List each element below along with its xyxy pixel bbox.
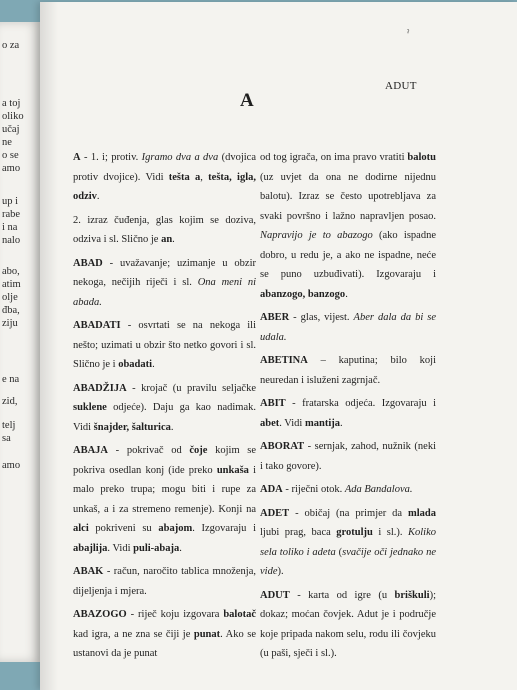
entry-text: ). [277,566,284,577]
facing-page-fragment: đba, [2,305,20,316]
entry-term: ABAK [73,566,104,577]
entry-term: abanzogo, banzogo [260,288,346,300]
entry-text: kojim se pokriva osedlan konj (ide preko [73,445,257,476]
entry-term: abajom [158,523,193,534]
entry-term: mlada [407,507,436,519]
entry-text: od tog igrača, on ima pravo vratiti [260,152,408,163]
facing-page-fragment: up i [2,196,19,207]
dictionary-entry [260,308,436,347]
entry-text: (ako ispadne dobro, u redu je, a ako ne ispadne, neće se puno uzbuđivati). Izgovaraju i [260,230,437,280]
entry-example: Koliko sela toliko i adeta [260,527,436,558]
facing-page-fragment: e na [2,374,20,385]
entry-term: čoje [189,445,208,456]
entry-text: . [152,359,155,370]
entry-text: odjeće). Daju ga kao nadimak. Vidi [73,402,256,433]
entry-term: tešta, igla, odziv [73,171,256,202]
entry-term: punat [193,628,221,640]
entry-term: suklene [73,402,107,413]
dictionary-page [40,2,517,690]
entry-text: . [170,421,174,433]
entry-term: A [73,152,81,163]
entry-term: ADA [260,484,283,495]
entry-text: pokriveni su [88,523,159,534]
entry-text: . [172,234,175,245]
entry-text: – kaputina; bilo koji neuredan i isluženi zagrnjač. [260,355,436,386]
entry-example: Napravijo je to abazogo [260,230,373,241]
entry-term: abajlija [73,542,108,554]
entry-term: šnajder, šalturica [93,421,171,433]
entry-text: . Izgovaraju i [192,523,257,534]
dictionary-entry [73,148,256,207]
entry-term: ABER [260,312,290,323]
entry-term: abet [260,417,280,429]
entry-term: ABAD [73,257,103,269]
entry-example: Igramo dva a dva [141,152,219,163]
dictionary-entry [73,441,256,558]
dictionary-entry [260,351,436,390]
entry-text: i malo preko trupa; mogu biti i rupe za unkaš, a i za stremeno remenje). Konji na [73,464,257,515]
facing-page-fragment: nalo [2,235,21,246]
entry-text: - račun, naročito tablica množenja, dijeljenja i mjera. [73,566,256,597]
facing-page-fragment: i na [2,222,18,233]
entry-text: - osvrtati se na nekoga ili nešto; uzimati u obzir što netko govori i sl. Slično je i [73,320,256,370]
entry-text: - fratarska odjeća. Izgovaraju i [285,398,436,409]
entry-text: - riječ koju izgovara [126,609,224,620]
facing-page-fragment: olje [2,292,18,303]
entry-term: obadati [118,359,153,370]
dictionary-entry [260,504,436,582]
facing-page-fragment: sa [2,433,11,444]
right-column [260,148,436,668]
facing-page-fragment: o se [2,150,19,161]
facing-page-fragment: oliko [2,111,24,122]
entry-term: an [161,234,173,245]
entry-term: ABIT [260,398,286,409]
entry-text: . Vidi [107,542,134,554]
entry-term: tešta a [168,171,201,183]
facing-page-edge [0,22,40,662]
entry-example: svačije oči jednako ne vide [260,546,436,577]
entry-example: Ada Bandalova. [344,484,413,495]
facing-page-fragment: abo, [2,266,20,277]
entry-text: . Vidi [279,417,305,429]
entry-text: - pokrivač od [108,445,190,456]
entry-text: - krojač (u pravilu seljačke [126,382,256,394]
left-column [73,148,256,668]
dictionary-entry [260,437,436,476]
entry-term: puli-abaja [133,542,180,554]
entry-term: mantija [304,417,340,429]
entry-text: . [179,542,182,554]
entry-text: . Ako se ustanovi da je punat [73,628,256,659]
page-mark: ˀ [407,28,410,38]
entry-term: alci [73,523,89,534]
facing-page-fragment: učaj [2,124,20,135]
entry-term: ABORAT [260,441,305,452]
facing-page-fragment: ziju [2,318,18,329]
facing-page-fragment: rabe [2,209,21,220]
dictionary-entry [260,394,436,433]
dictionary-entry [73,316,256,375]
entry-example: Ona meni ni abada. [73,277,256,308]
dictionary-entry [73,605,256,664]
facing-page-fragment: o za [2,40,20,51]
entry-term: grotulju [336,527,373,538]
entry-example: Aber dala da bi se udala. [260,312,436,343]
entry-text: . [345,288,348,300]
dictionary-entry [260,148,436,304]
entry-text: ( [335,546,343,558]
dictionary-entry [73,562,256,601]
entry-text: - sernjak, zahod, nužnik (neki i tako govore). [260,441,436,472]
facing-page-fragment: a toj [2,98,21,109]
entry-term: balotač [223,609,256,620]
entry-text: ); dokaz; moćan čovjek. Adut je i područje koje pripada nakom selu, rodu ili čovjeku (u paši, sječi i sl.). [260,589,436,659]
entry-text: - uvažavanje; uzimanje u obzir nekoga, nečijih riječi i sl. [73,257,256,288]
entry-term: ABADŽIJA [73,382,127,394]
entry-term: ABADATI [73,320,121,331]
entry-text: - riječni otok. [282,484,345,495]
running-head: ADUT [385,80,417,92]
dictionary-entry [260,480,436,500]
entry-text: - glas, vijest. [289,312,354,323]
facing-page-fragment: telj [2,420,16,431]
dictionary-entry [73,254,256,313]
entry-text: (dvojica protiv dvojice). Vidi [73,152,256,183]
entry-term: ABAZOGO [73,609,127,620]
dictionary-entry [260,586,436,664]
entry-text: (uz uvjet da ona ne dodirne nijednu balotu). Izraz se često upotrebljava za svaki površno i lažno napravljen posao. [260,171,436,222]
entry-term: ABAJA [73,445,109,456]
section-letter: A [240,90,254,111]
dictionary-entry [73,379,256,438]
entry-term: ADET [260,507,290,519]
entry-text: 2. izraz čuđenja, glas kojim se doziva, odziva i sl. Slično je [73,214,256,245]
entry-text: - karta od igre (u [289,589,395,601]
facing-page-fragment: amo [2,163,21,174]
dictionary-entry [73,211,256,250]
facing-page-fragment: atim [2,279,21,290]
entry-term: unkaša [216,464,249,476]
entry-text: , [200,171,209,183]
entry-term: briškuli [394,589,430,601]
facing-page-fragment: ne [2,137,12,148]
entry-term: ABETINA [260,355,308,366]
entry-text: . [96,191,100,202]
entry-text: - 1. i; protiv. [80,152,142,163]
facing-page-fragment: amo [2,460,21,471]
facing-page-fragment: zid, [2,396,18,407]
entry-text: kad igra, a ne zna se čiji je [73,628,194,640]
entry-text: - običaj (na primjer da [289,507,408,519]
entry-term: balotu [407,152,436,163]
entry-text: . [339,417,343,429]
entry-text: i sl.). [372,527,408,538]
page-gutter-shadow [40,2,58,690]
entry-term: ADUT [260,589,290,601]
entry-text: ljubi prag, baca [260,527,337,538]
